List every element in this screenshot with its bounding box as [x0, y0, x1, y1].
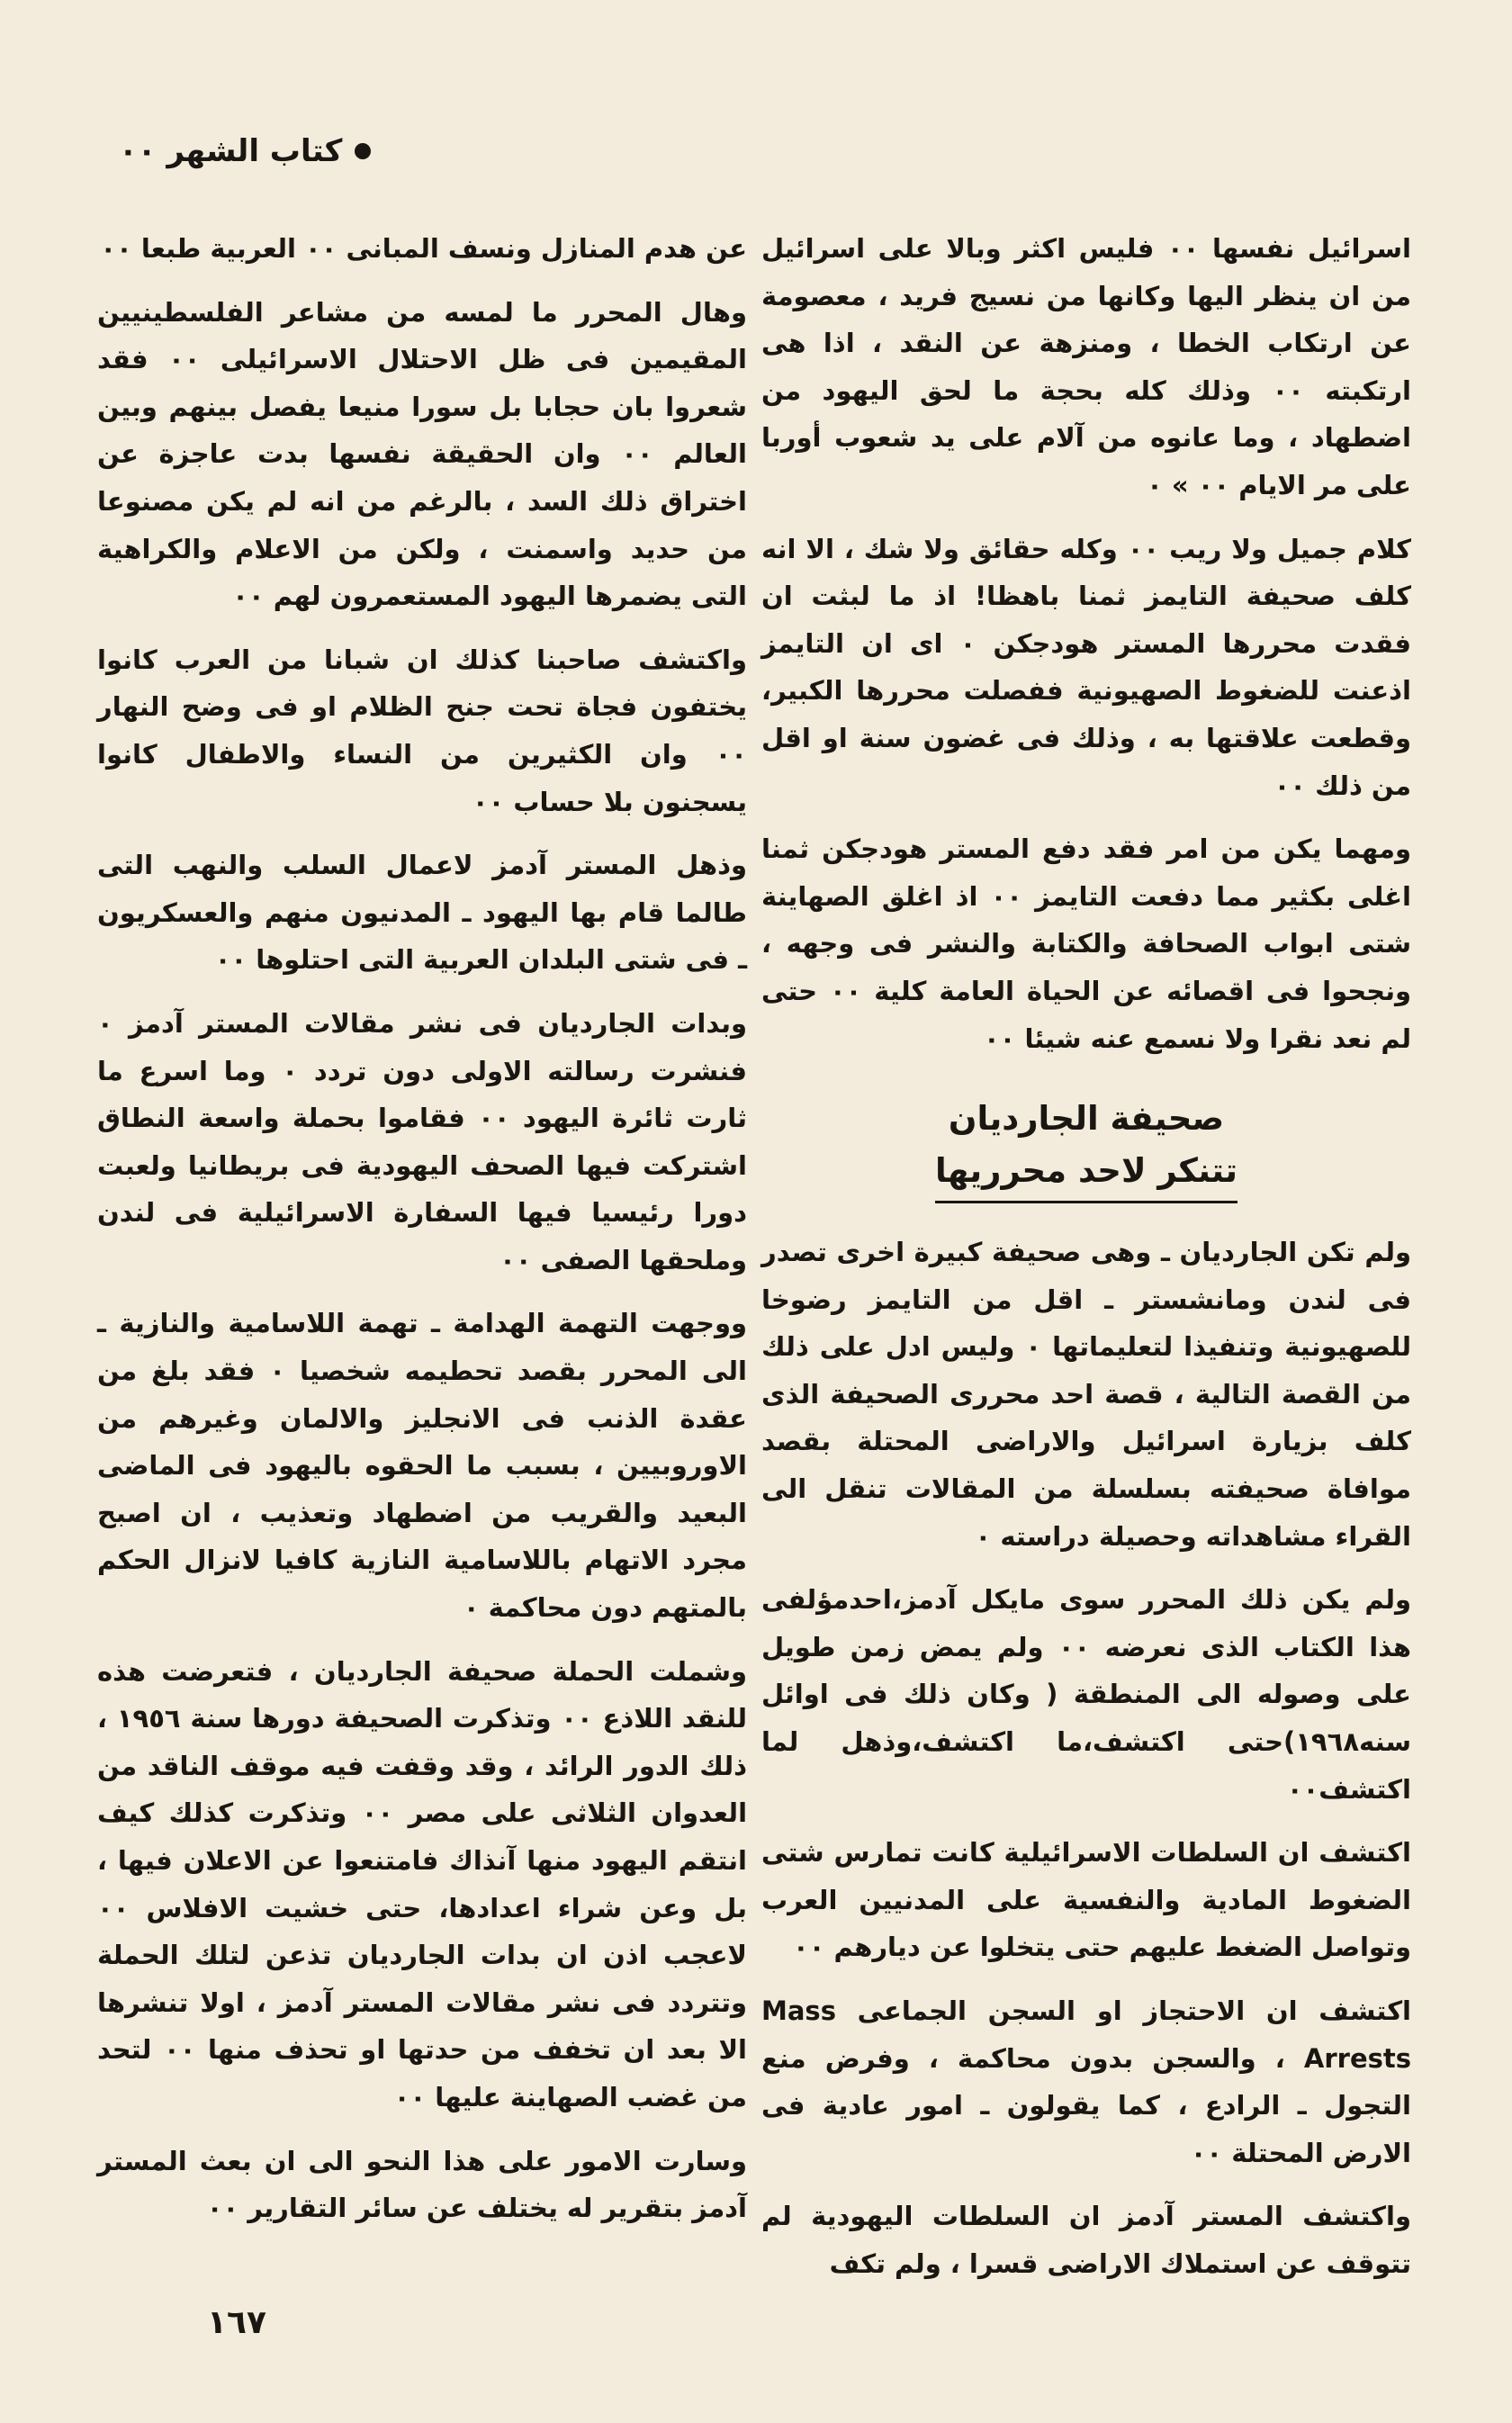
left-column: [97, 225, 747, 2248]
paragraph: وبدات الجارديان فى نشر مقالات المستر آدمز ٠ فنشرت رسالته الاولى دون تردد ٠ وما اسرع ما ثارت ثائرة اليهود ٠٠ فقاموا بحملة واسعة النطاق اشتركت فيها الصحف اليهودية فى بريطانيا ولعبت دورا رئيسيا فيها السفارة الاسرائيلية فى لندن وملحقها الصفى ٠٠: [97, 1007, 748, 1275]
paragraph: وذهل المستر آدمز لاعمال السلب والنهب التى طالما قام بها اليهود ـ المدنيون منهم والعسكريون ـ فى شتى البلدان العربية التى احتلوها ٠٠: [97, 850, 747, 976]
right-column: [761, 225, 1411, 2304]
paragraph: اكتشف ان الاحتجاز او السجن الجماعى Mass Arrests ، والسجن بدون محاكمة ، وفرض منع التجول ـ الرادع ، كما يقولون ـ امور عادية فى الارض المحتلة ٠٠: [761, 1995, 1411, 2168]
bullet-icon: [355, 143, 371, 159]
section-heading-line-2: تتنكر لاحد محرريها: [935, 1145, 1238, 1203]
paragraph: عن هدم المنازل ونسف المبانى ٠٠ العربية طبعا ٠٠: [100, 233, 747, 264]
paragraph: وهال المحرر ما لمسه من مشاعر الفلسطينيين المقيمين فى ظل الاحتلال الاسرائيلى ٠٠ فقد شعروا بان حجابا بل سورا منيعا يفصل بينهم وبين العالم ٠٠ وان الحقيقة نفسها بدت عاجزة عن اختراق ذلك السد ، بالرغم من انه لم يكن مصنوعا من حديد واسمنت ، ولكن من الاعلام والكراهية التى يضمرها اليهود المستعمرون لهم ٠٠: [97, 296, 747, 612]
section-heading: [761, 1093, 1411, 1203]
running-header-title: كتاب الشهر ٠٠: [119, 133, 343, 169]
paragraph: واكتشف صاحبنا كذلك ان شبانا من العرب كانوا يختفون فجاة تحت جنح الظلام او فى وضح النهار ٠٠ وان الكثيرين من النساء والاطفال كانوا يسجنون بلا حساب ٠٠: [97, 644, 747, 817]
paragraph: ولم تكن الجارديان ـ وهى صحيفة كبيرة اخرى تصدر فى لندن ومانشستر ـ اقل من التايمز رضوخا للصهيونية وتنفيذا لتعليماتها ٠ وليس ادل على ذلك من القصة التالية ، قصة احد محررى الصحيفة الذى كلف بزيارة اسرائيل والاراضى المحتلة بقصد موافاة صحيفته بسلسلة من المقالات تنقل الى القراء مشاهداته وحصيلة دراسته ٠: [761, 1237, 1411, 1552]
paragraph: اكتشف ان السلطات الاسرائيلية كانت تمارس شتى الضغوط المادية والنفسية على المدنيين العرب وتواصل الضغط عليهم حتى يتخلوا عن ديارهم ٠٠: [761, 1837, 1411, 1963]
section-heading-line-1: صحيفة الجارديان: [948, 1099, 1225, 1139]
paragraph: ولم يكن ذلك المحرر سوى مايكل آدمز،احدمؤلفى هذا الكتاب الذى نعرضه ٠٠ ولم يمض زمن طويل على وصوله الى المنطقة ( وكان ذلك فى اوائل سنه١٩٦٨)حتى اكتشف،ما اكتشف،وذهل لما اكتشف٠٠: [761, 1584, 1411, 1805]
running-header: [119, 133, 371, 169]
paragraph: اسرائيل نفسها ٠٠ فليس اكثر وبالا على اسرائيل من ان ينظر اليها وكانها من نسيج فريد ، معصومة عن ارتكاب الخطا ، ومنزهة عن النقد ، اذا هى ارتكبته ٠٠ وذلك كله بحجة ما لحق اليهود من اضطهاد ، وما عانوه من آلام على يد شعوب أوربا على مر الايام ٠٠ » ٠: [761, 233, 1411, 500]
paragraph: واكتشف المستر آدمز ان السلطات اليهودية لم تتوقف عن استملاك الاراضى قسرا ، ولم تكف: [761, 2201, 1411, 2279]
page-number: ١٦٧: [207, 2304, 266, 2341]
paragraph: ومهما يكن من امر فقد دفع المستر هودجكن ثمنا اغلى بكثير مما دفعت التايمز ٠٠ اذ اغلق الصهاينة شتى ابواب الصحافة والكتابة والنشر فى وجهه ، ونجحوا فى اقصائه عن الحياة العامة كلية ٠٠ حتى لم نعد نقرا ولا نسمع عنه شيئا ٠٠: [761, 833, 1411, 1054]
paragraph: كلام جميل ولا ريب ٠٠ وكله حقائق ولا شك ، الا انه كلف صحيفة التايمز ثمنا باهظا! اذ ما لبثت ان فقدت محررها المستر هودجكن ٠ اى ان التايمز اذعنت للضغوط الصهيونية ففصلت محررها الكبير، وقطعت علاقتها به ، وذلك فى غضون سنة او اقل من ذلك ٠٠: [761, 533, 1411, 801]
paragraph: وشملت الحملة صحيفة الجارديان ، فتعرضت هذه للنقد اللاذع ٠٠ وتذكرت الصحيفة دورها سنة ١٩٥٦ ، ذلك الدور الرائد ، وقد وقفت فيه موقف الناقد من العدوان الثلاثى على مصر ٠٠ وتذكرت كذلك كيف انتقم اليهود منها آنذاك فامتنعوا عن الاعلان فيها ، بل وعن شراء اعدادها، حتى خشيت الافلاس ٠٠ لاعجب اذن ان بدات الجارديان تذعن لتلك الحملة وتتردد فى نشر مقالات المستر آدمز ، اولا تنشرها الا بعد ان تخفف من حدتها او تحذف منها ٠٠ لتحد من غضب الصهاينة عليها ٠٠: [97, 1655, 748, 2112]
paragraph: وسارت الامور على هذا النحو الى ان بعث المستر آدمز بتقرير له يختلف عن سائر التقارير ٠٠: [97, 2145, 747, 2224]
paragraph: ووجهت التهمة الهدامة ـ تهمة اللاسامية والنازية ـ الى المحرر بقصد تحطيمه شخصيا ٠ فقد بلغ من عقدة الذنب فى الانجليز والالمان وغيرهم من الاوروبيين ، بسبب ما الحقوه باليهود فى الماضى البعيد والقريب من اضطهاد وتعذيب ، ان اصبح مجرد الاتهام باللاسامية النازية كافيا لانزال الحكم بالمتهم دون محاكمة ٠: [97, 1308, 747, 1624]
